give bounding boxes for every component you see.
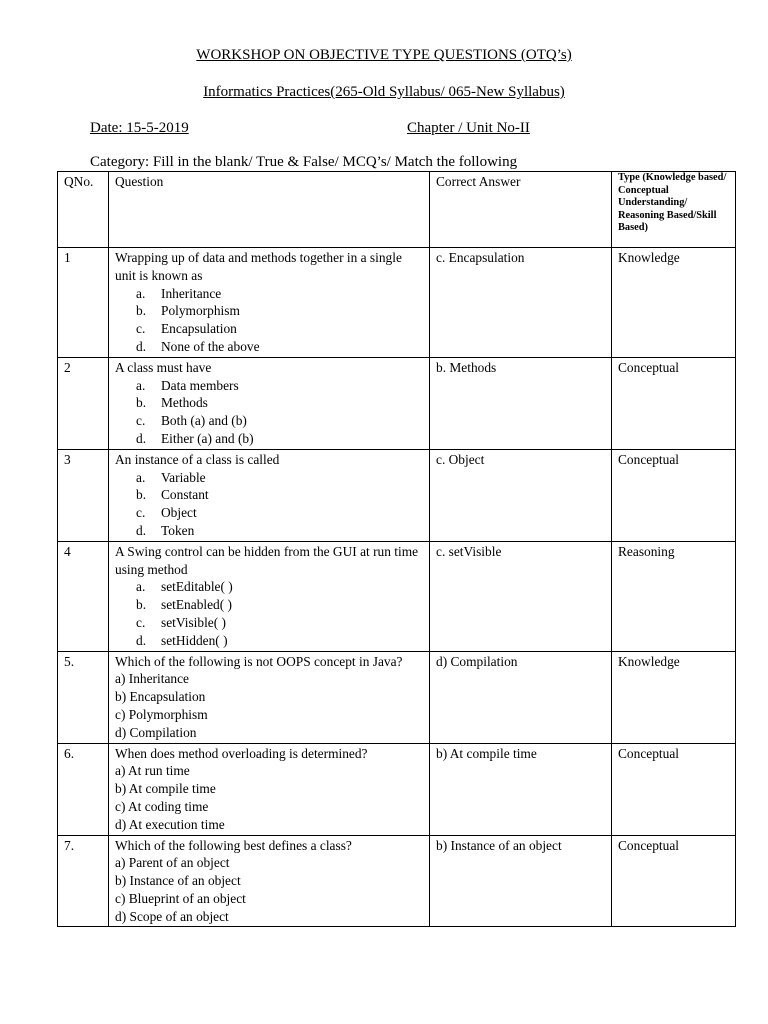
option-text: None of the above: [161, 338, 260, 354]
option-text: d) Scope of an object: [115, 908, 229, 924]
question-cell: [109, 651, 430, 743]
correct-answer: b) Instance of an object: [430, 835, 612, 927]
option-item: [136, 614, 423, 632]
question-number: 6.: [58, 743, 109, 835]
option-text: d) Compilation: [115, 724, 197, 740]
option-item: [136, 394, 423, 412]
question-cell: [109, 835, 430, 927]
options-list: [115, 377, 423, 448]
option-text: a) Inheritance: [115, 671, 189, 687]
question-type: Knowledge: [612, 651, 736, 743]
option-text: a) Parent of an object: [115, 855, 230, 871]
option-item: [136, 412, 423, 430]
question-number: 3: [58, 449, 109, 541]
document-title: WORKSHOP ON OBJECTIVE TYPE QUESTIONS (OTQ’s): [196, 47, 572, 63]
question-cell: [109, 357, 430, 449]
option-item: [136, 377, 423, 395]
option-text: Either (a) and (b): [161, 430, 254, 446]
table-row: [58, 743, 736, 835]
question-type: Conceptual: [612, 357, 736, 449]
option-marker: b.: [136, 487, 147, 503]
options-list: [115, 469, 423, 540]
option-text: b) At compile time: [115, 781, 216, 797]
question-text: An instance of a class is called: [115, 451, 280, 467]
option-text: b) Instance of an object: [115, 873, 241, 889]
table-row: [58, 248, 736, 358]
option-item: [136, 522, 423, 540]
option-text: b) Encapsulation: [115, 689, 206, 705]
option-text: Inheritance: [161, 285, 222, 301]
option-text: d) At execution time: [115, 816, 225, 832]
category-label: Category: Fill in the blank/ True & False/ MCQ’s/ Match the following: [90, 154, 518, 170]
option-marker: d.: [136, 632, 147, 648]
question-cell: [109, 248, 430, 358]
column-header-question: Question: [109, 172, 430, 248]
option-marker: b.: [136, 395, 147, 411]
question-number: 1: [58, 248, 109, 358]
question-text: A Swing control can be hidden from the GUI at run time using method: [115, 543, 419, 577]
option-text: setHidden( ): [161, 632, 228, 648]
question-number: 7.: [58, 835, 109, 927]
option-text: Constant: [161, 487, 209, 503]
option-text: Methods: [161, 395, 208, 411]
option-marker: a.: [136, 469, 146, 485]
option-text: Token: [161, 522, 195, 538]
document-subtitle: Informatics Practices(265-Old Syllabus/ 065-New Syllabus): [203, 84, 565, 100]
question-text: Wrapping up of data and methods together in a single unit is known as: [115, 250, 402, 283]
correct-answer: b. Methods: [430, 357, 612, 449]
option-item: [136, 504, 423, 522]
option-marker: c.: [136, 614, 146, 630]
column-header-type: Type (Knowledge based/ Conceptual Understanding/ Reasoning Based/Skill Based): [612, 172, 736, 248]
correct-answer: d) Compilation: [430, 651, 612, 743]
option-text: setEditable( ): [161, 579, 233, 595]
question-number: 5.: [58, 651, 109, 743]
question-type: Conceptual: [612, 835, 736, 927]
question-text: A class must have: [115, 359, 212, 375]
option-text: c) Polymorphism: [115, 706, 208, 722]
question-text: Which of the following is not OOPS concept in Java?: [115, 653, 403, 669]
option-item: [136, 285, 423, 303]
table-body: [58, 248, 736, 927]
option-marker: b.: [136, 597, 147, 613]
option-marker: d.: [136, 430, 147, 446]
question-cell: [109, 743, 430, 835]
correct-answer: c. Encapsulation: [430, 248, 612, 358]
option-item: [136, 596, 423, 614]
option-text: a) At run time: [115, 763, 190, 779]
table-row: [58, 541, 736, 651]
options-list: [115, 285, 423, 356]
table-row: [58, 357, 736, 449]
option-marker: b.: [136, 303, 147, 319]
question-cell: [109, 449, 430, 541]
table-row: [58, 449, 736, 541]
option-text: Object: [161, 505, 197, 521]
column-header-answer: Correct Answer: [430, 172, 612, 248]
option-text: Data members: [161, 377, 239, 393]
option-marker: c.: [136, 321, 146, 337]
correct-answer: c. Object: [430, 449, 612, 541]
question-number: 2: [58, 357, 109, 449]
question-type: Conceptual: [612, 743, 736, 835]
option-marker: a.: [136, 579, 146, 595]
table-header-row: [58, 172, 736, 248]
question-type: Conceptual: [612, 449, 736, 541]
option-text: Variable: [161, 469, 206, 485]
option-marker: d.: [136, 338, 147, 354]
options-list: [115, 578, 423, 649]
option-marker: c.: [136, 413, 146, 429]
option-item: [136, 338, 423, 356]
question-text: Which of the following best defines a class?: [115, 837, 352, 853]
column-header-qno: QNo.: [58, 172, 109, 248]
date-label: Date: 15-5-2019: [90, 120, 189, 136]
option-marker: d.: [136, 522, 147, 538]
option-text: c) At coding time: [115, 798, 209, 814]
table-row: [58, 651, 736, 743]
option-marker: a.: [136, 285, 146, 301]
question-type: Reasoning: [612, 541, 736, 651]
option-item: [136, 578, 423, 596]
question-type: Knowledge: [612, 248, 736, 358]
option-text: Polymorphism: [161, 303, 240, 319]
option-item: [136, 469, 423, 487]
option-text: Encapsulation: [161, 321, 237, 337]
option-item: [136, 632, 423, 650]
option-item: [136, 302, 423, 320]
question-text: When does method overloading is determined?: [115, 745, 368, 761]
option-text: setVisible( ): [161, 614, 227, 630]
option-text: Both (a) and (b): [161, 413, 247, 429]
option-item: [136, 320, 423, 338]
question-cell: [109, 541, 430, 651]
option-text: c) Blueprint of an object: [115, 890, 246, 906]
option-item: [136, 430, 423, 448]
correct-answer: b) At compile time: [430, 743, 612, 835]
option-marker: a.: [136, 377, 146, 393]
question-number: 4: [58, 541, 109, 651]
option-text: setEnabled( ): [161, 597, 233, 613]
correct-answer: c. setVisible: [430, 541, 612, 651]
questions-table: [57, 171, 736, 927]
table-row: [58, 835, 736, 927]
chapter-label: Chapter / Unit No-II: [407, 120, 530, 136]
option-item: [136, 486, 423, 504]
option-marker: c.: [136, 505, 146, 521]
